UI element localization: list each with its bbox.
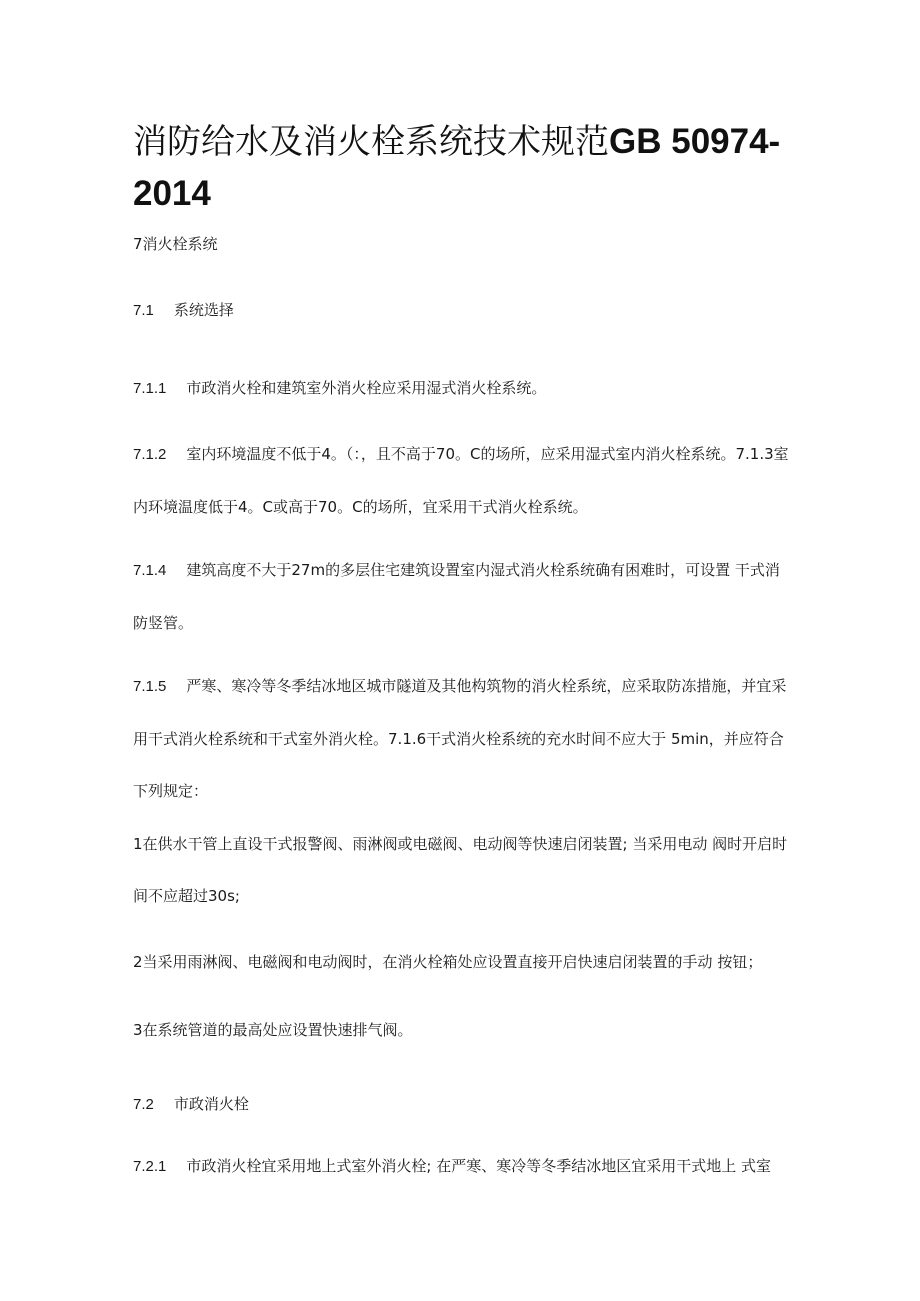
section-text: 市政消火栓 xyxy=(173,1095,249,1113)
clause-7-1-1 xyxy=(133,362,793,415)
title-standard-year: 2014 xyxy=(133,174,211,213)
section-7-2 xyxy=(133,1078,793,1131)
clause-number: 7.1.1 xyxy=(133,380,167,397)
clause-number: 7.2.1 xyxy=(133,1158,167,1175)
section-text: 系统选择 xyxy=(173,301,234,319)
chapter-heading-text: 7消火栓系统 xyxy=(133,235,218,253)
clause-7-1-4 xyxy=(133,544,793,649)
clause-number: 7.1.2 xyxy=(133,446,167,463)
clause-text: 市政消火栓和建筑室外消火栓应采用湿式消火栓系统。 xyxy=(186,379,547,397)
clause-number: 7.1.4 xyxy=(133,562,167,579)
section-number: 7.2 xyxy=(133,1096,154,1113)
chapter-heading xyxy=(133,218,793,270)
clause-7-2-1 xyxy=(133,1140,793,1193)
clause-7-1-2 xyxy=(133,428,793,533)
list-item-text: 2当采用雨淋阀、电磁阀和电动阀时，在消火栓箱处应设置直接开启快速启闭装置的手动 按钮； xyxy=(133,953,763,971)
clause-text: 室内环境温度不低于4。（：，且不高于70。C的场所，应采用湿式室内消火栓系统。7.1.3室内环境温度低于4。C或高于70。C的场所，宜采用干式消火栓系统。 xyxy=(133,445,789,516)
list-item-1 xyxy=(133,818,793,922)
clause-text: 严寒、寒冷等冬季结冰地区城市隧道及其他构筑物的消火栓系统，应采取防冻措施，并宜采用干式消火栓系统和干式室外消火栓。7.1.6干式消火栓系统的充水时间不应大于 5min，并应符合下列规定： xyxy=(133,677,787,800)
clause-text: 市政消火栓宜采用地上式室外消火栓; 在严寒、寒冷等冬季结冰地区宜采用干式地上 式室 xyxy=(186,1157,771,1175)
clause-7-1-5 xyxy=(133,660,793,817)
list-item-text: 1在供水干管上直设干式报警阀、雨淋阀或电磁阀、电动阀等快速启闭装置; 当采用电动 阀时开启时间不应超过30s; xyxy=(133,835,788,905)
section-number: 7.1 xyxy=(133,302,154,319)
list-item-3 xyxy=(133,1004,793,1056)
clause-text: 建筑高度不大于27m的多层住宅建筑设置室内湿式消火栓系统确有困难时，可设置 干式消防竖管。 xyxy=(133,561,780,632)
clause-number: 7.1.5 xyxy=(133,678,167,695)
title-chinese: 消防给水及消火栓系统技术规范 xyxy=(133,122,609,162)
section-7-1 xyxy=(133,284,793,337)
list-item-2 xyxy=(133,936,793,988)
document-title xyxy=(133,116,793,220)
list-item-text: 3在系统管道的最高处应设置快速排气阀。 xyxy=(133,1021,413,1039)
title-standard-code: GB 50974- xyxy=(609,122,781,161)
